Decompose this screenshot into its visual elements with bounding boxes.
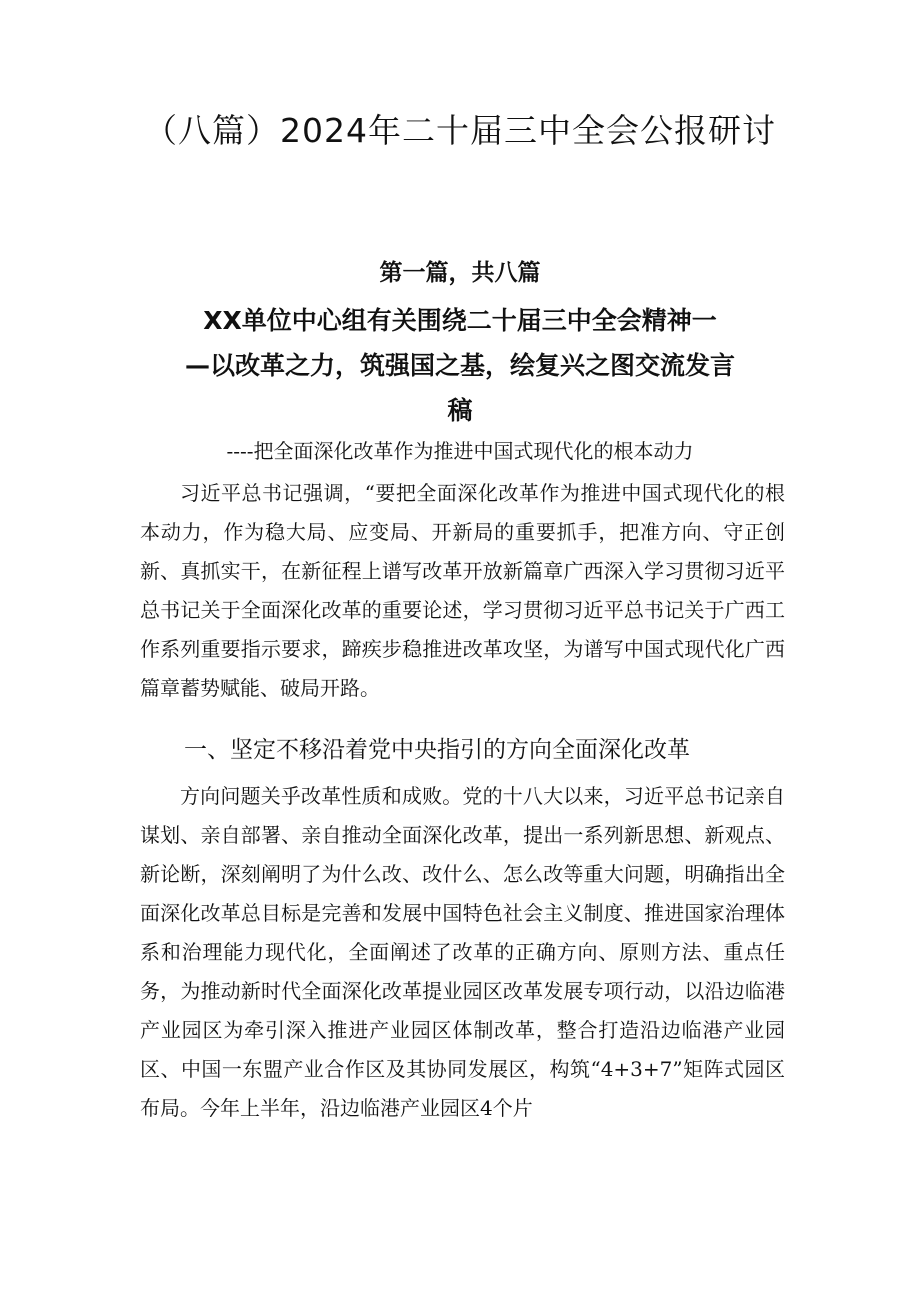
body-paragraph: 方向问题关乎改革性质和成败。党的十八大以来，习近平总书记亲自谋划、亲自部署、亲自推动全面深化改革，提出一系列新思想、新观点、新论断，深刻阐明了为什么改、改什么、怎么改等重大问题，明确指出全面深化改革总目标是完善和发展中国特色社会主义制度、推进国家治理体系和治理能力现代化，全面阐述了改革的正确方向、原则方法、重点任务，为推动新时代全面深化改革提业园区改革发展专项行动，以沿边临港产业园区为牵引深入推进产业园区体制改革，整合打造沿边临港产业园区、中国一东盟产业合作区及其协同发展区，构筑“4+3+7”矩阵式园区布局。今年上半年，沿边临港产业园区4个片 [140,784,785,1120]
speech-title-line: 稿 [447,396,473,425]
body-paragraph: 习近平总书记强调，“要把全面深化改革作为推进中国式现代化的根本动力，作为稳大局、应变局、开新局的重要抓手，把准方向、守正创新、真抓实干，在新征程上谱写改革开放新篇章广西深入学习贯彻习近平总书记关于全面深化改革的重要论述，学习贯彻习近平总书记关于广西工作系列重要指示要求，蹄疾步稳推进改革攻坚，为谱写中国式现代化广西篇章蓄势赋能、破局开路。 [140,481,785,700]
part-label: 第一篇，共八篇 [379,260,541,286]
speech-title-line: —以改革之力，筑强国之基，绘复兴之图交流发言 [184,351,735,380]
speech-title-line: XX单位中心组有关围绕二十届三中全会精神一 [203,306,717,335]
speech-title [120,298,800,433]
section-heading: 一、坚定不移沿着党中央指引的方向全面深化改革 [184,737,690,763]
document-title: （八篇）2024年二十届三中全会公报研讨 [144,111,776,150]
subtitle: ----把全面深化改革作为推进中国式现代化的根本动力 [226,439,694,463]
